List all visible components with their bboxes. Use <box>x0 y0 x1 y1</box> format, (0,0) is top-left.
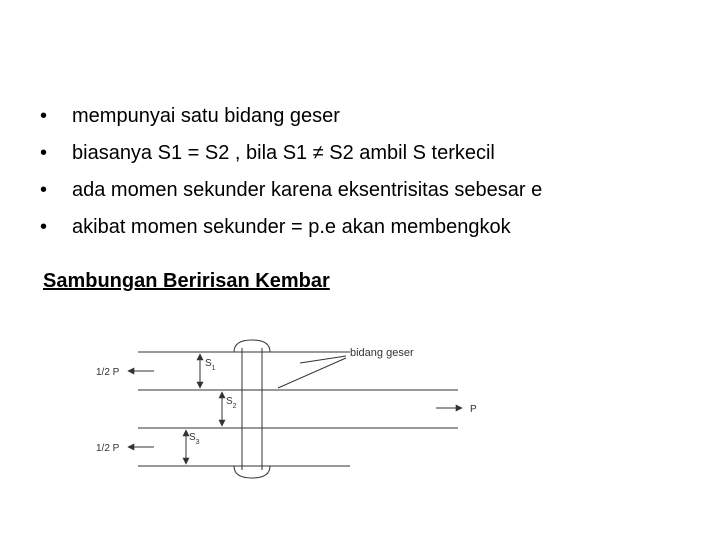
bidang-geser-label: bidang geser <box>350 347 414 359</box>
bolt-head-top <box>234 340 270 352</box>
bullet-dot: • <box>40 216 48 238</box>
s2-label <box>226 396 237 410</box>
s3-subscript: 3 <box>195 439 200 446</box>
s2-subscript: 2 <box>232 403 237 410</box>
bullet-dot: • <box>40 179 48 201</box>
leader-top <box>300 356 346 363</box>
s1-subscript: 1 <box>211 365 216 372</box>
half-p-top-label: 1/2 P <box>96 367 120 378</box>
bullet-text: akibat momen sekunder = p.e akan membengkok <box>72 216 511 238</box>
s3-label <box>189 432 200 446</box>
bullet-text: mempunyai satu bidang geser <box>72 105 340 127</box>
section-heading: Sambungan Beririsan Kembar <box>43 270 330 292</box>
bolt-head-bottom <box>234 466 270 478</box>
half-p-bottom-label: 1/2 P <box>96 443 120 454</box>
s1-label <box>205 358 216 372</box>
p-label: P <box>470 404 477 415</box>
bullet-text: ada momen sekunder karena eksentrisitas sebesar e <box>72 179 543 201</box>
bullet-dot: • <box>40 105 48 127</box>
leader-bottom <box>278 358 346 388</box>
s2-letter: S <box>226 396 233 407</box>
bullet-text: biasanya S1 = S2 , bila S1 ≠ S2 ambil S terkecil <box>72 142 495 164</box>
s1-letter: S <box>205 358 212 369</box>
s3-letter: S <box>189 432 196 443</box>
bullet-dot: • <box>40 142 48 164</box>
